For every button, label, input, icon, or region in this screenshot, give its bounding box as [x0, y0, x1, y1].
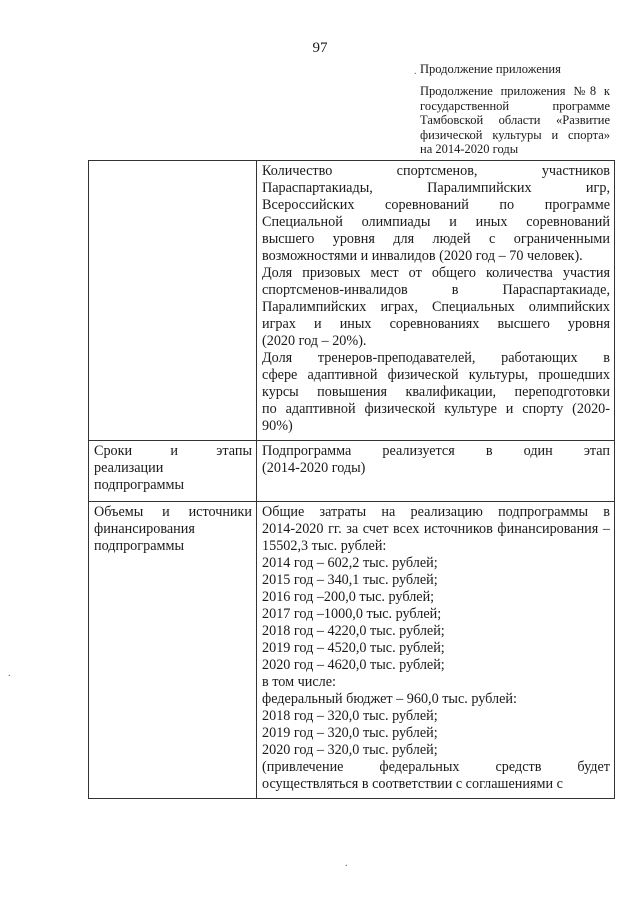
table-row [89, 161, 615, 441]
scan-speck: . [345, 858, 348, 869]
text-line: Подпрограмма реализуется в один этап [262, 443, 610, 459]
text-line: 2014 год – 602,2 тыс. рублей; [262, 555, 438, 571]
text-line: 2019 год – 320,0 тыс. рублей; [262, 725, 438, 741]
text-line: 2019 год – 4520,0 тыс. рублей; [262, 640, 445, 656]
text-line: Специальной олимпиады и иных соревнований [262, 214, 610, 230]
funding-cell [257, 502, 615, 799]
indicators-cell [257, 161, 615, 441]
text-line: Паралимпийских играх, Специальных олимпийских [262, 299, 610, 315]
text-line: (2014-2020 годы) [262, 460, 366, 476]
text-line: 2018 год – 320,0 тыс. рублей; [262, 708, 438, 724]
text-line: возможностями и инвалидов (2020 год – 70 человек). [262, 248, 583, 264]
text-line: Общие затраты на реализацию подпрограммы в [262, 504, 610, 520]
text-line: федеральный бюджет – 960,0 тыс. рублей: [262, 691, 517, 707]
text-line: 90%) [262, 418, 293, 434]
text-line: играх и иных соревнованиях высшего уровня [262, 316, 610, 332]
text-line: осуществляться в соответствии с соглашениями с [262, 776, 563, 792]
label-line: Сроки и этапы [94, 443, 252, 459]
text-line: 2020 год – 4620,0 тыс. рублей; [262, 657, 445, 673]
row-label-cell [89, 441, 257, 502]
text-line: курсы повышения квалификации, переподготовки [262, 384, 610, 400]
text-line: (2020 год – 20%). [262, 333, 367, 349]
label-line: реализации [94, 460, 164, 476]
text-line: сфере адаптивной физической культуры, прошедших [262, 367, 610, 383]
label-line: финансирования [94, 521, 195, 537]
text-line: 2017 год –1000,0 тыс. рублей; [262, 606, 442, 622]
text-line: Всероссийских соревнований по программе [262, 197, 610, 213]
label-line: подпрограммы [94, 477, 184, 493]
text-line: 2015 год – 340,1 тыс. рублей; [262, 572, 438, 588]
text-line: 2020 год – 320,0 тыс. рублей; [262, 742, 438, 758]
label-line: Объемы и источники [94, 504, 252, 520]
appendix-reference [420, 84, 610, 157]
text-line: 2016 год –200,0 тыс. рублей; [262, 589, 435, 605]
scan-speck: . [8, 668, 11, 679]
row-label-cell [89, 502, 257, 799]
appendix-line: на 2014-2020 годы [420, 142, 519, 156]
text-line: по адаптивной физической культуре и спорту (2020- [262, 401, 610, 417]
text-line: в том числе: [262, 674, 336, 690]
appendix-line: физической культуры и спорта» [420, 127, 610, 142]
passport-table [88, 160, 615, 799]
text-line: Доля тренеров-преподавателей, работающих в [262, 350, 610, 366]
text-line: (привлечение федеральных средств будет [262, 759, 610, 775]
text-line: Количество спортсменов, участников [262, 163, 610, 179]
table-row [89, 441, 615, 502]
text-line: 2014-2020 гг. за счет всех источников финансирования – [262, 521, 610, 537]
continuation-title: Продолжение приложения [420, 62, 561, 76]
text-line: Доля призовых мест от общего количества участия [262, 265, 610, 281]
text-line: 2018 год – 4220,0 тыс. рублей; [262, 623, 445, 639]
row-label-cell [89, 161, 257, 441]
text-line: высшего уровня для людей с ограниченными [262, 231, 610, 247]
page-number: 97 [312, 40, 328, 56]
label-line: подпрограммы [94, 538, 184, 554]
timeline-cell [257, 441, 615, 502]
text-line: 15502,3 тыс. рублей: [262, 538, 387, 554]
text-line: Параспартакиады, Паралимпийских игр, [262, 180, 610, 196]
text-line: спортсменов-инвалидов в Параспартакиаде, [262, 282, 610, 298]
table-row [89, 502, 615, 799]
appendix-line: государственной программе [420, 98, 610, 113]
scan-speck: . [414, 66, 417, 77]
appendix-line: Тамбовской области «Развитие [420, 113, 610, 127]
appendix-line: Продолжение приложения №8 к [420, 84, 610, 98]
